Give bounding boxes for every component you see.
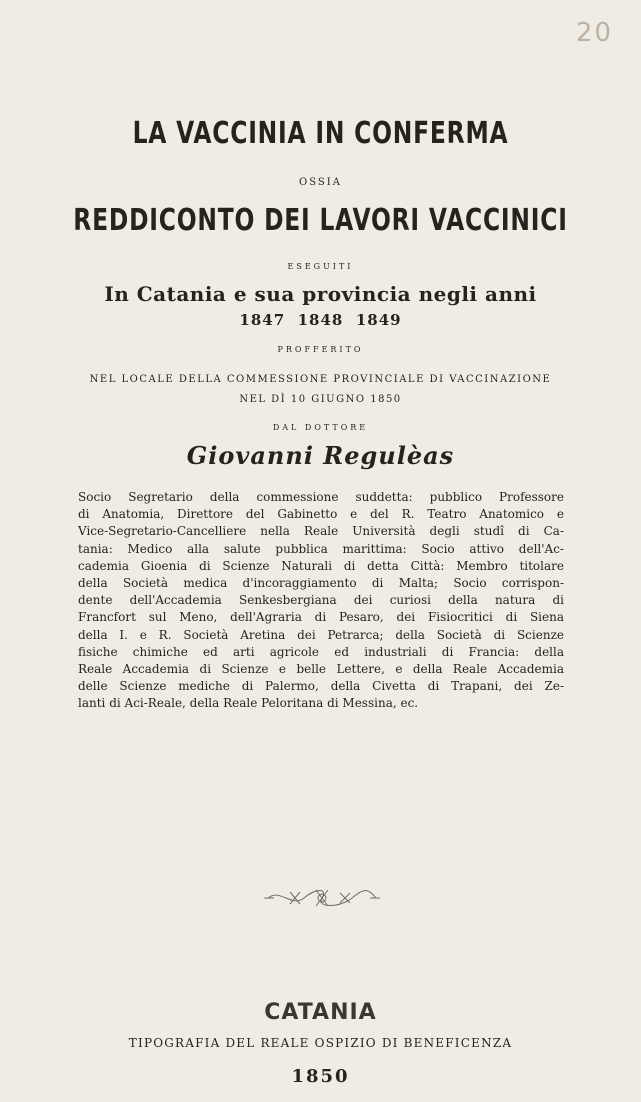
bio-line: dente dell'Accademia Senkesbergiana dei curiosi della natura di (78, 593, 564, 608)
bio-line: cademia Gioenia di Scienze Naturali di detta Città: Membro titolare (78, 558, 564, 573)
author-name: Giovanni Regulèas (186, 441, 455, 470)
publication-year: 1850 (291, 1066, 350, 1087)
subtitle: REDDICONTO DEI LAVORI VACCINICI (73, 203, 568, 238)
years-line (0, 311, 641, 329)
bio-line: Reale Accademia di Scienze e belle Lettere, e della Reale Accademia (78, 662, 564, 677)
profferito-label: PROFFERITO (277, 345, 364, 354)
bio-line: Vice-Segretario-Cancelliere nella Reale Università degli studî di Ca- (78, 524, 564, 539)
printer-imprint: TIPOGRAFIA DEL REALE OSPIZIO DI BENEFICENZA (128, 1036, 513, 1050)
bio-line: della Società medica d'incoraggiamento di Malta; Socio corrispon- (78, 576, 564, 591)
bio-line: tania: Medico alla salute pubblica marittima: Socio attivo dell'Ac- (78, 541, 564, 556)
author-biography (78, 489, 564, 713)
corner-page-number: 20 (575, 18, 613, 48)
bio-line: fisiche chimiche ed arti agricole ed industriali di Francia: della (78, 644, 564, 659)
main-title: LA VACCINIA IN CONFERMA (132, 116, 509, 151)
bio-line: Socio Segretario della commessione suddetta: pubblico Professore (78, 490, 564, 504)
locale-line-2: NEL DÌ 10 GIUGNO 1850 (239, 394, 402, 405)
year-3: 1849 (355, 311, 402, 329)
year-1: 1847 (239, 311, 286, 329)
location-line: In Catania e sua provincia negli anni (104, 282, 537, 306)
ossia-label: OSSIA (299, 177, 342, 188)
year-2: 1848 (297, 311, 344, 329)
bio-line: lanti di Aci-Reale, della Reale Peloritana di Messina, ec. (78, 696, 419, 711)
bio-line: Francfort sul Meno, dell'Agraria di Pesaro, dei Fisiocritici di Siena (78, 610, 564, 625)
city-name: CATANIA (264, 1000, 377, 1025)
locale-line-1: NEL LOCALE DELLA COMMESSIONE PROVINCIALE DI VACCINAZIONE (89, 374, 552, 385)
bio-line: delle Scienze mediche di Palermo, della Civetta di Trapani, dei Ze- (78, 679, 564, 694)
decorative-ornament-icon (260, 884, 384, 912)
dal-dottore-label: DAL DOTTORE (272, 423, 369, 432)
bio-line: di Anatomia, Direttore del Gabinetto e del R. Teatro Anatomico e (78, 507, 564, 522)
eseguiti-label: ESEGUITI (287, 262, 354, 271)
bio-line: della I. e R. Società Aretina dei Petrarca; della Società di Scienze (78, 627, 564, 642)
